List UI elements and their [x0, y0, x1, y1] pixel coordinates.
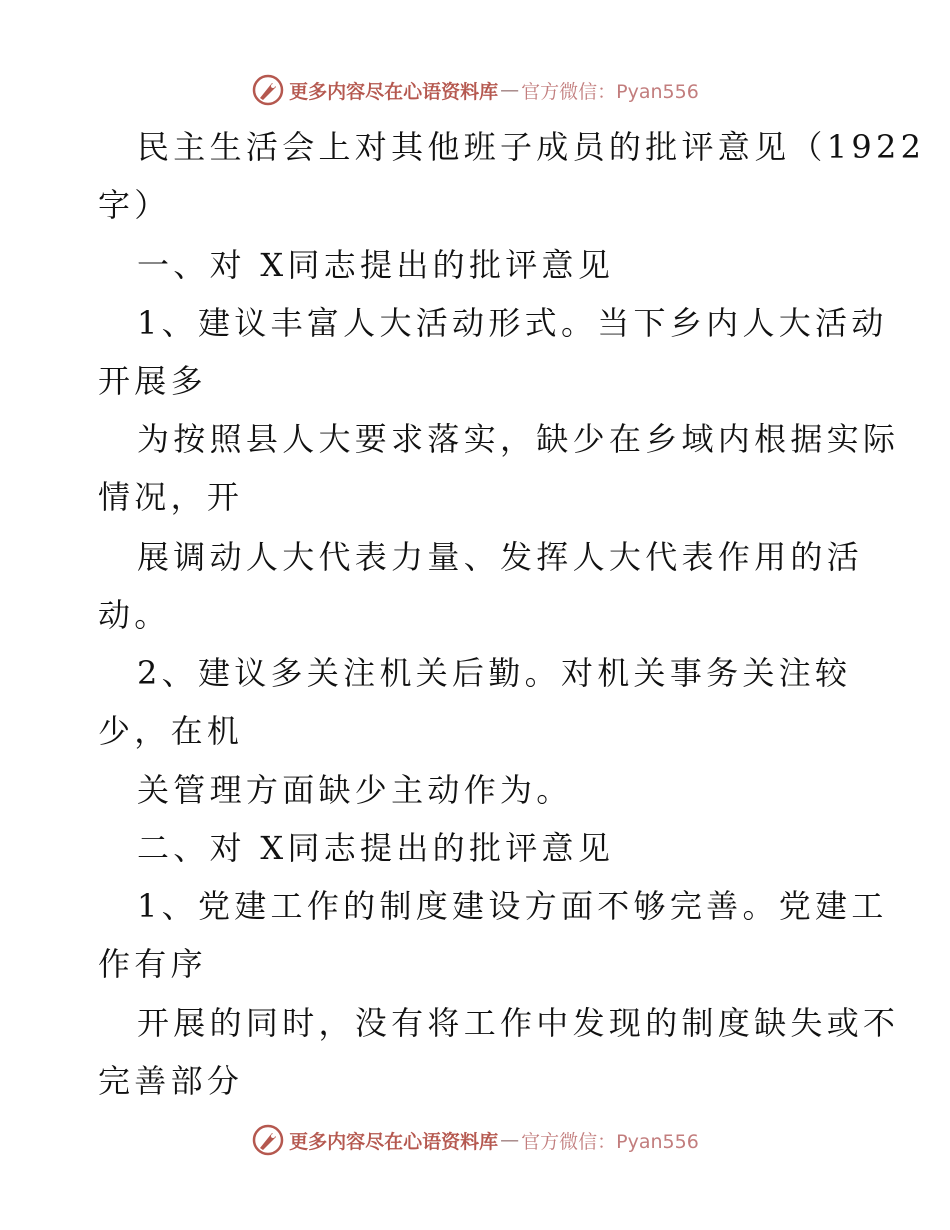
paragraph-line: 动。 — [98, 596, 171, 634]
paragraph-line: 开展多 — [98, 362, 207, 400]
paragraph-line: 2、建议多关注机关后勤。对机关事务关注较 — [137, 654, 852, 692]
document-title-line-2: 字） — [98, 186, 171, 224]
watermark-bottom — [0, 1120, 950, 1160]
watermark-brand: 更多内容尽在心语资料库 — [289, 80, 499, 103]
paragraph-line: 1、建议丰富人大活动形式。当下乡内人大活动 — [137, 304, 888, 342]
section-heading-2: 二、对 X同志提出的批评意见 — [137, 829, 615, 867]
paragraph-line: 展调动人大代表力量、发挥人大代表作用的活 — [137, 538, 864, 576]
pen-nib-logo-icon — [251, 1123, 285, 1157]
paragraph-line: 关管理方面缺少主动作为。 — [137, 771, 573, 809]
paragraph-line: 完善部分 — [98, 1062, 244, 1100]
paragraph-line: 少，在机 — [98, 712, 244, 750]
section-heading-1: 一、对 X同志提出的批评意见 — [137, 246, 615, 284]
paragraph-line: 1、党建工作的制度建设方面不够完善。党建工 — [137, 887, 888, 925]
watermark-contact: 官方微信：Pyan556 — [521, 1130, 699, 1153]
paragraph-line: 情况，开 — [98, 478, 244, 516]
watermark-contact: 官方微信：Pyan556 — [521, 80, 699, 103]
paragraph-line: 作有序 — [98, 945, 207, 983]
watermark-brand: 更多内容尽在心语资料库 — [289, 1130, 499, 1153]
paragraph-line: 为按照县人大要求落实，缺少在乡域内根据实际 — [137, 420, 900, 458]
paragraph-line: 开展的同时，没有将工作中发现的制度缺失或不 — [137, 1004, 900, 1042]
document-title-line-1: 民主生活会上对其他班子成员的批评意见（1922 — [137, 128, 926, 166]
pen-nib-logo-icon — [251, 73, 285, 107]
watermark-separator: — — [500, 1129, 520, 1151]
watermark-separator: — — [500, 79, 520, 101]
watermark-top — [0, 70, 950, 110]
